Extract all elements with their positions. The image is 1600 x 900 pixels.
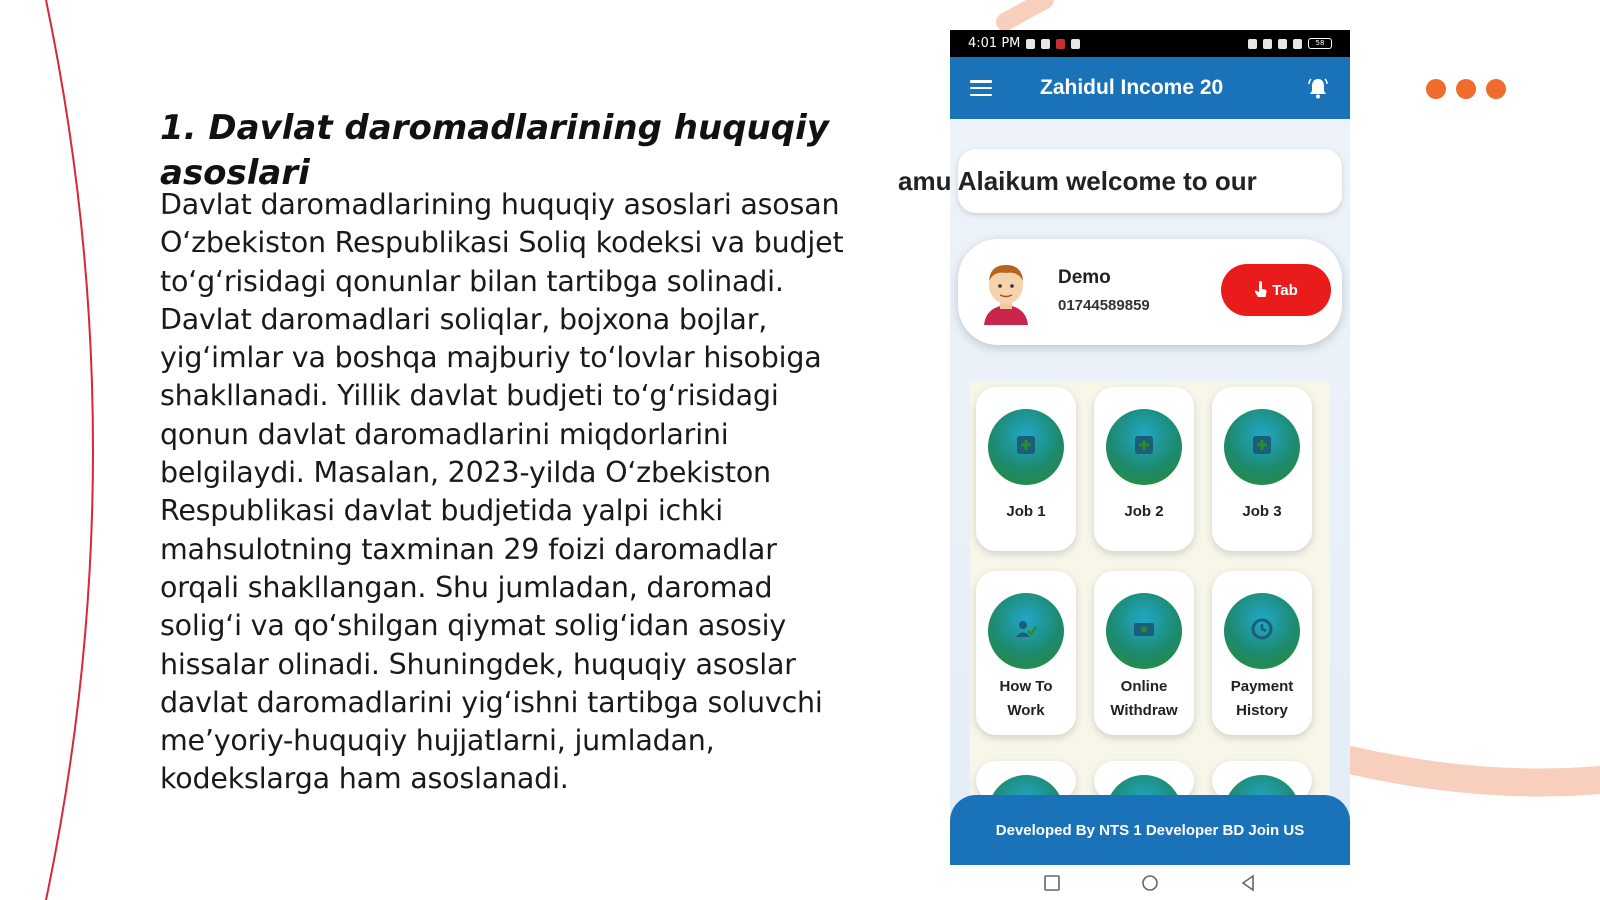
telegram-icon: [1026, 39, 1035, 49]
tab-button[interactable]: [1221, 264, 1331, 316]
slide-title: 1. Davlat daromadlarining huquqiy asoslari: [160, 108, 829, 193]
user-name: Demo: [1058, 267, 1111, 288]
battery-icon: 58: [1308, 38, 1332, 49]
network-icon: [1293, 39, 1302, 49]
footer-bar[interactable]: [950, 795, 1350, 865]
user-phone: 01744589859: [1058, 297, 1150, 314]
peach-swoosh-bottom: [1350, 760, 1600, 783]
recents-icon[interactable]: [1043, 874, 1061, 892]
tile-how-to-work[interactable]: [976, 571, 1076, 735]
tile-online-withdraw[interactable]: [1094, 571, 1194, 735]
job-icon: [988, 409, 1064, 485]
slide-body-text: Davlat daromadlarining huquqiy asoslari asosan O‘zbekiston Respublikasi Soliq kodeksi va budjet to‘g‘risidagi qonunlar bilan tartibga solinadi. Davlat daromadlari soliqlar, bojxona bojlar, yig‘imlar va boshqa majburiy to‘lovlar hisobiga shakllanadi. Yillik davlat budjeti to‘g‘risidagi qonun davlat daromadlarini miqdorlarini belgilaydi. Masalan, 2023-yilda O‘zbekiston Respublikasi davlat budjetida yalpi ichki mahsulotning taxminan 29 foizi daromadlar orqali shakllangan. Shu jumladan, daromad solig‘i va qo‘shilgan qiymat solig‘idan asosiy hissalar olinadi. Shuningdek, huquqiy asoslar davlat daromadlarini yig‘ishni tartibga soluvchi me’yoriy-huquqiy hujjatlarni, jumladan, kodekslarga ham asoslanadi.: [160, 188, 844, 796]
peach-swoosh-top: [1005, 0, 1045, 22]
tile-label-payment-history: Payment History: [1230, 678, 1294, 719]
how-to-work-icon: [988, 593, 1064, 669]
android-nav-bar: [950, 865, 1350, 900]
status-time: 4:01 PM: [968, 36, 1021, 51]
red-arc: [46, 0, 93, 900]
app-content: [898, 119, 1350, 824]
tile-job-1[interactable]: [976, 387, 1076, 551]
footer-text: Developed By NTS 1 Developer BD Join US: [995, 821, 1305, 839]
job-icon: [1106, 409, 1182, 485]
job-icon: [1224, 409, 1300, 485]
tile-label-job-1: Job 1: [1006, 503, 1046, 520]
signal-icon: [1278, 39, 1287, 49]
marquee-text: amu Alaikum welcome to our: [898, 165, 1257, 196]
tile-job-2[interactable]: [1094, 387, 1194, 551]
tile-label-job-2: Job 2: [1124, 503, 1164, 520]
notification-icon: [1041, 39, 1050, 49]
app-title: Zahidul Income 20: [1040, 76, 1224, 99]
slide-dots: [1426, 79, 1506, 99]
alarm-icon: [1248, 39, 1257, 49]
back-icon[interactable]: [1239, 874, 1257, 892]
tile-payment-history[interactable]: [1212, 571, 1312, 735]
dot-1: [1426, 79, 1446, 99]
app-bar: [950, 57, 1350, 119]
withdraw-icon: [1106, 593, 1182, 669]
dot-3: [1486, 79, 1506, 99]
tile-label-how-to-work: How To Work: [999, 678, 1053, 719]
phone-screenshot: [898, 30, 1350, 900]
bell-icon[interactable]: [1306, 76, 1330, 100]
menu-grid: [970, 381, 1330, 801]
user-card: [958, 239, 1342, 345]
shield-icon: [1071, 39, 1080, 49]
app-notification-icon: [1056, 39, 1065, 49]
tap-hand-icon: [1254, 281, 1268, 299]
status-bar: [950, 30, 1350, 57]
tile-job-3[interactable]: [1212, 387, 1312, 551]
tile-label-job-3: Job 3: [1242, 503, 1282, 520]
home-icon[interactable]: [1141, 874, 1159, 892]
tab-button-label: Tab: [1272, 281, 1298, 299]
tile-label-online-withdraw: Online Withdraw: [1110, 678, 1178, 719]
vibrate-icon: [1263, 39, 1272, 49]
history-icon: [1224, 593, 1300, 669]
welcome-marquee: [898, 149, 1342, 213]
avatar: [978, 259, 1034, 325]
dot-2: [1456, 79, 1476, 99]
menu-icon[interactable]: [970, 80, 992, 96]
